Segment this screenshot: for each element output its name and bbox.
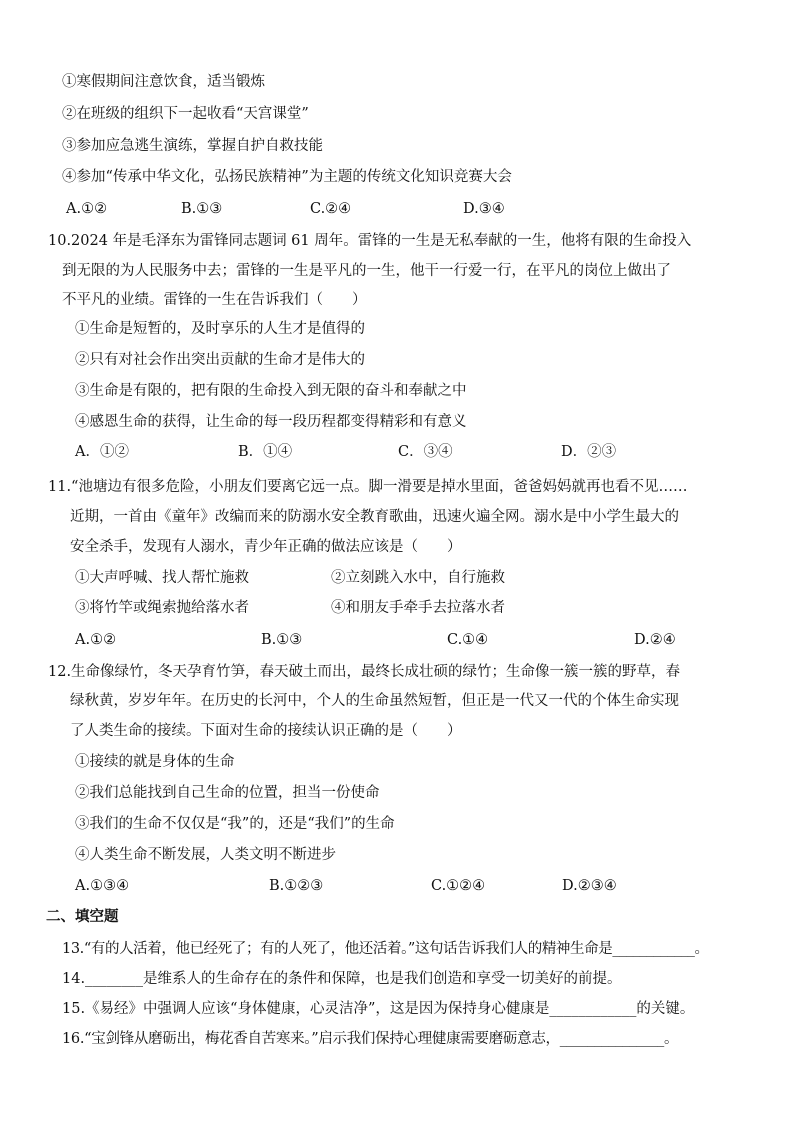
q13-line: 13.“有的人活着，他已经死了；有的人死了，他还活着。”这句话告诉我们人的精神生命是____________。 (62, 941, 709, 957)
q10-options (75, 442, 675, 462)
q9-option-d: D.③④ (463, 201, 505, 217)
q12-option-a: A.①③④ (75, 878, 130, 894)
q12-item-1: ①接续的就是身体的生命 (75, 754, 235, 770)
q10-stem-line-2: 到无限的为人民服务中去；雷锋的一生是平凡的一生，他干一行爱一行，在平凡的岗位上做出了 (62, 263, 671, 279)
q9-item-1: ①寒假期间注意饮食，适当锻炼 (62, 74, 265, 90)
q9-option-a: A.①② (66, 201, 108, 217)
q10-item-4: ④感恩生命的获得，让生命的每一段历程都变得精彩和有意义 (75, 414, 467, 430)
q12-item-3: ③我们的生命不仅仅是“我”的，还是“我们”的生命 (75, 816, 395, 832)
q12-option-c: C.①②④ (431, 878, 486, 894)
q10-option-a: A．①② (75, 444, 129, 460)
q11-options (75, 630, 725, 650)
q9-options (66, 199, 666, 219)
q10-option-b: B．①④ (238, 444, 293, 460)
q10-item-2: ②只有对社会作出突出贡献的生命才是伟大的 (75, 352, 365, 368)
q9-item-2: ②在班级的组织下一起收看“天宫课堂” (62, 106, 309, 122)
q12-options (75, 876, 725, 896)
q11-item-4: ④和朋友手牵手去拉落水者 (331, 600, 505, 616)
q12-stem-line-2: 绿秋黄，岁岁年年。在历史的长河中，个人的生命虽然短暂，但正是一代又一代的个体生命实现 (70, 693, 679, 709)
q11-option-a: A.①② (75, 632, 117, 648)
q11-stem-line-1: 11.“池塘边有很多危险，小朋友们要离它远一点。脚一滑要是掉水里面，爸爸妈妈就再也看不见…… (48, 479, 688, 495)
q9-item-3: ③参加应急逃生演练，掌握自护自救技能 (62, 138, 323, 154)
q11-item-3: ③将竹竿或绳索抛给落水者 (75, 600, 249, 616)
q10-stem-line-1: 10.2024 年是毛泽东为雷锋同志题词 61 周年。雷锋的一生是无私奉献的一生，他将有限的生命投入 (48, 233, 692, 249)
q10-stem-line-3: 不平凡的业绩。雷锋的一生在告诉我们（ ） (62, 292, 367, 308)
q11-item-1: ①大声呼喊、找人帮忙施救 (75, 570, 249, 586)
q12-option-b: B.①②③ (269, 878, 324, 894)
section-2-heading: 二、填空题 (46, 909, 119, 925)
q12-stem-line-3: 了人类生命的接续。下面对生命的接续认识正确的是（ ） (70, 723, 462, 739)
q9-option-b: B.①③ (181, 201, 223, 217)
q12-option-d: D.②③④ (562, 878, 617, 894)
q11-option-b: B.①③ (261, 632, 303, 648)
q10-item-3: ③生命是有限的，把有限的生命投入到无限的奋斗和奉献之中 (75, 383, 467, 399)
q11-item-2: ②立刻跳入水中，自行施救 (331, 570, 505, 586)
q16-line: 16.“宝剑锋从磨砺出，梅花香自苦寒来。”启示我们保持心理健康需要磨砺意志，_______________。 (62, 1031, 679, 1047)
q10-option-d: D．②③ (561, 444, 617, 460)
q12-item-2: ②我们总能找到自己生命的位置，担当一份使命 (75, 785, 380, 801)
q11-stem-line-3: 安全杀手，发现有人溺水，青少年正确的做法应该是（ ） (70, 539, 462, 555)
q11-option-c: C.①④ (447, 632, 489, 648)
q12-item-4: ④人类生命不断发展，人类文明不断进步 (75, 847, 336, 863)
q10-item-1: ①生命是短暂的，及时享乐的人生才是值得的 (75, 321, 365, 337)
q15-line: 15.《易经》中强调人应该“身体健康，心灵洁净”，这是因为保持身心健康是____________的关键。 (62, 1001, 695, 1017)
q9-item-4: ④参加“传承中华文化，弘扬民族精神”为主题的传统文化知识竞赛大会 (62, 169, 512, 185)
q12-stem-line-1: 12.生命像绿竹，冬天孕育竹笋，春天破土而出，最终长成壮硕的绿竹；生命像一簇一簇的野草，春 (48, 664, 681, 680)
q9-option-c: C.②④ (310, 201, 352, 217)
q11-option-d: D.②④ (634, 632, 676, 648)
q11-stem-line-2: 近期，一首由《童年》改编而来的防溺水安全教育歌曲，迅速火遍全网。溺水是中小学生最大的 (70, 509, 679, 525)
q14-line: 14.________是维系人的生命存在的条件和保障，也是我们创造和享受一切美好的前提。 (62, 971, 622, 987)
q10-option-c: C．③④ (398, 444, 453, 460)
